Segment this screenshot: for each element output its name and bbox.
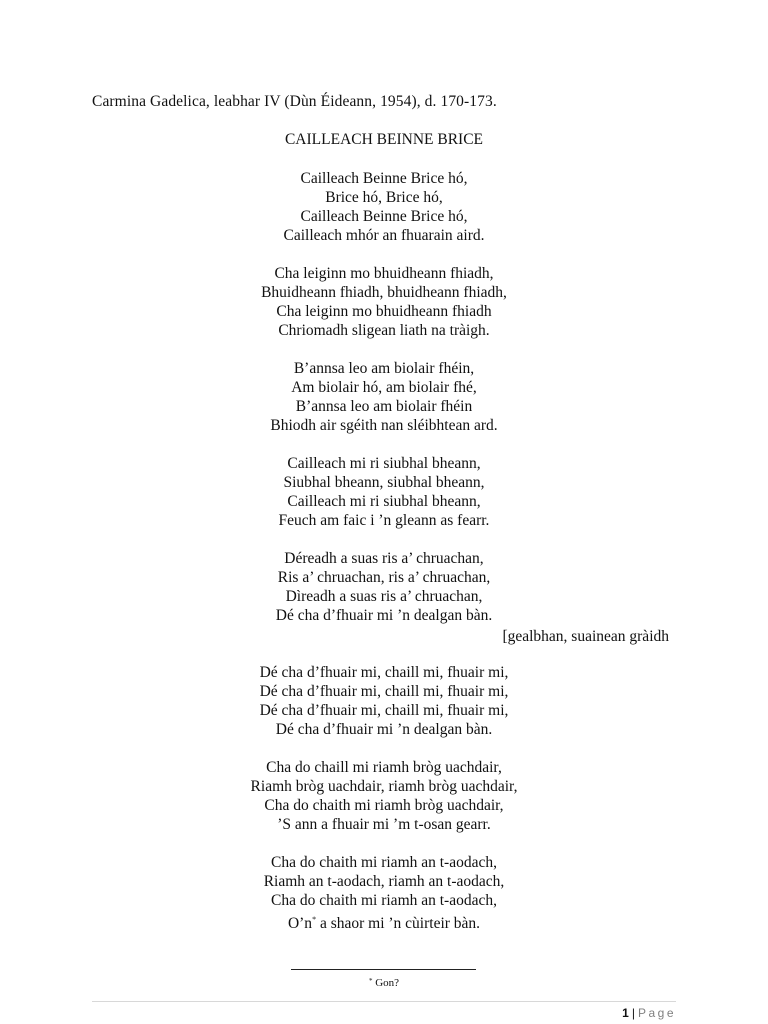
poem-line: Cha leiginn mo bhuidheann fhiadh [276, 303, 492, 320]
poem-line: Siubhal bheann, siubhal bheann, [283, 474, 485, 491]
poem-line: Chriomadh sligean liath na tràigh. [278, 322, 490, 339]
poem-line: Dé cha d’fhuair mi ’n dealgan bàn. [275, 607, 493, 624]
poem-line: Brice hó, Brice hó, [325, 189, 443, 206]
footnote-marker: * [312, 915, 317, 924]
footnote-marker: * [368, 977, 373, 985]
poem-line: Dìreadh a suas ris a’ chruachan, [285, 588, 483, 605]
poem-line: Am biolair hó, am biolair fhé, [291, 379, 477, 396]
footnote-text: Gon? [372, 977, 400, 989]
poem-line: Dé cha d’fhuair mi, chaill mi, fhuair mi, [259, 702, 509, 719]
page-separator: | [631, 1006, 635, 1020]
stanza [0, 169, 768, 245]
poem-line [0, 910, 768, 932]
footer-divider [92, 1001, 676, 1002]
stanza [0, 663, 768, 739]
footnote [0, 977, 768, 989]
page-number [622, 1006, 676, 1020]
poem-line: Cha do chaith mi riamh bròg uachdair, [264, 797, 504, 814]
poem-line: Cailleach Beinne Brice hó, [300, 170, 468, 187]
poem-line: Dé cha d’fhuair mi ’n dealgan bàn. [275, 721, 493, 738]
stanza [0, 264, 768, 340]
stanza [0, 758, 768, 834]
poem-line: B’annsa leo am biolair fhéin, [293, 360, 475, 377]
poem-line: Cailleach mhór an fhuarain aird. [283, 227, 485, 244]
poem-line: Riamh an t-aodach, riamh an t-aodach, [263, 873, 505, 890]
poem-line: B’annsa leo am biolair fhéin [295, 398, 473, 415]
poem-line: Bhuidheann fhiadh, bhuidheann fhiadh, [261, 284, 507, 301]
poem-line: Cha do chaith mi riamh an t-aodach, [271, 892, 497, 909]
poem-line: Dé cha d’fhuair mi, chaill mi, fhuair mi, [259, 664, 509, 681]
poem-line-start: O’n [287, 915, 313, 932]
poem-line: Cailleach mi ri siubhal bheann, [287, 493, 481, 510]
poem-line: Ris a’ chruachan, ris a’ chruachan, [277, 569, 491, 586]
poem-line-end: a shaor mi ’n cùirteir bàn. [316, 915, 481, 932]
page-label: Page [637, 1006, 676, 1020]
stanza [0, 853, 768, 932]
poem-line: Cha do chaith mi riamh an t-aodach, [271, 854, 497, 871]
poem-line: Bhiodh air sgéith nan sléibhtean ard. [270, 417, 498, 434]
poem-line: Cailleach mi ri siubhal bheann, [287, 455, 481, 472]
stanza [0, 549, 768, 625]
poem-line: Dé cha d’fhuair mi, chaill mi, fhuair mi, [259, 683, 509, 700]
source-citation: Carmina Gadelica, leabhar IV (Dùn Éideann, 1954), d. 170-173. [92, 93, 497, 110]
poem-line: Cailleach Beinne Brice hó, [300, 208, 468, 225]
poem-title: CAILLEACH BEINNE BRICE [284, 131, 484, 148]
poem-line: Cha leiginn mo bhuidheann fhiadh, [274, 265, 494, 282]
stanza [0, 454, 768, 530]
poem [0, 169, 768, 948]
footnote-separator [291, 969, 476, 970]
page-number-value: 1 [622, 1006, 629, 1020]
poem-line: Feuch am faic i ’n gleann as fearr. [278, 512, 490, 529]
stanza [0, 359, 768, 435]
poem-line: ’S ann a fhuair mi ’m t-osan gearr. [277, 816, 491, 833]
margin-note: [gealbhan, suainean gràidh [502, 628, 669, 645]
poem-line: Cha do chaill mi riamh bròg uachdair, [266, 759, 502, 776]
poem-line: Déreadh a suas ris a’ chruachan, [284, 550, 484, 567]
poem-line: Riamh bròg uachdair, riamh bròg uachdair, [250, 778, 518, 795]
